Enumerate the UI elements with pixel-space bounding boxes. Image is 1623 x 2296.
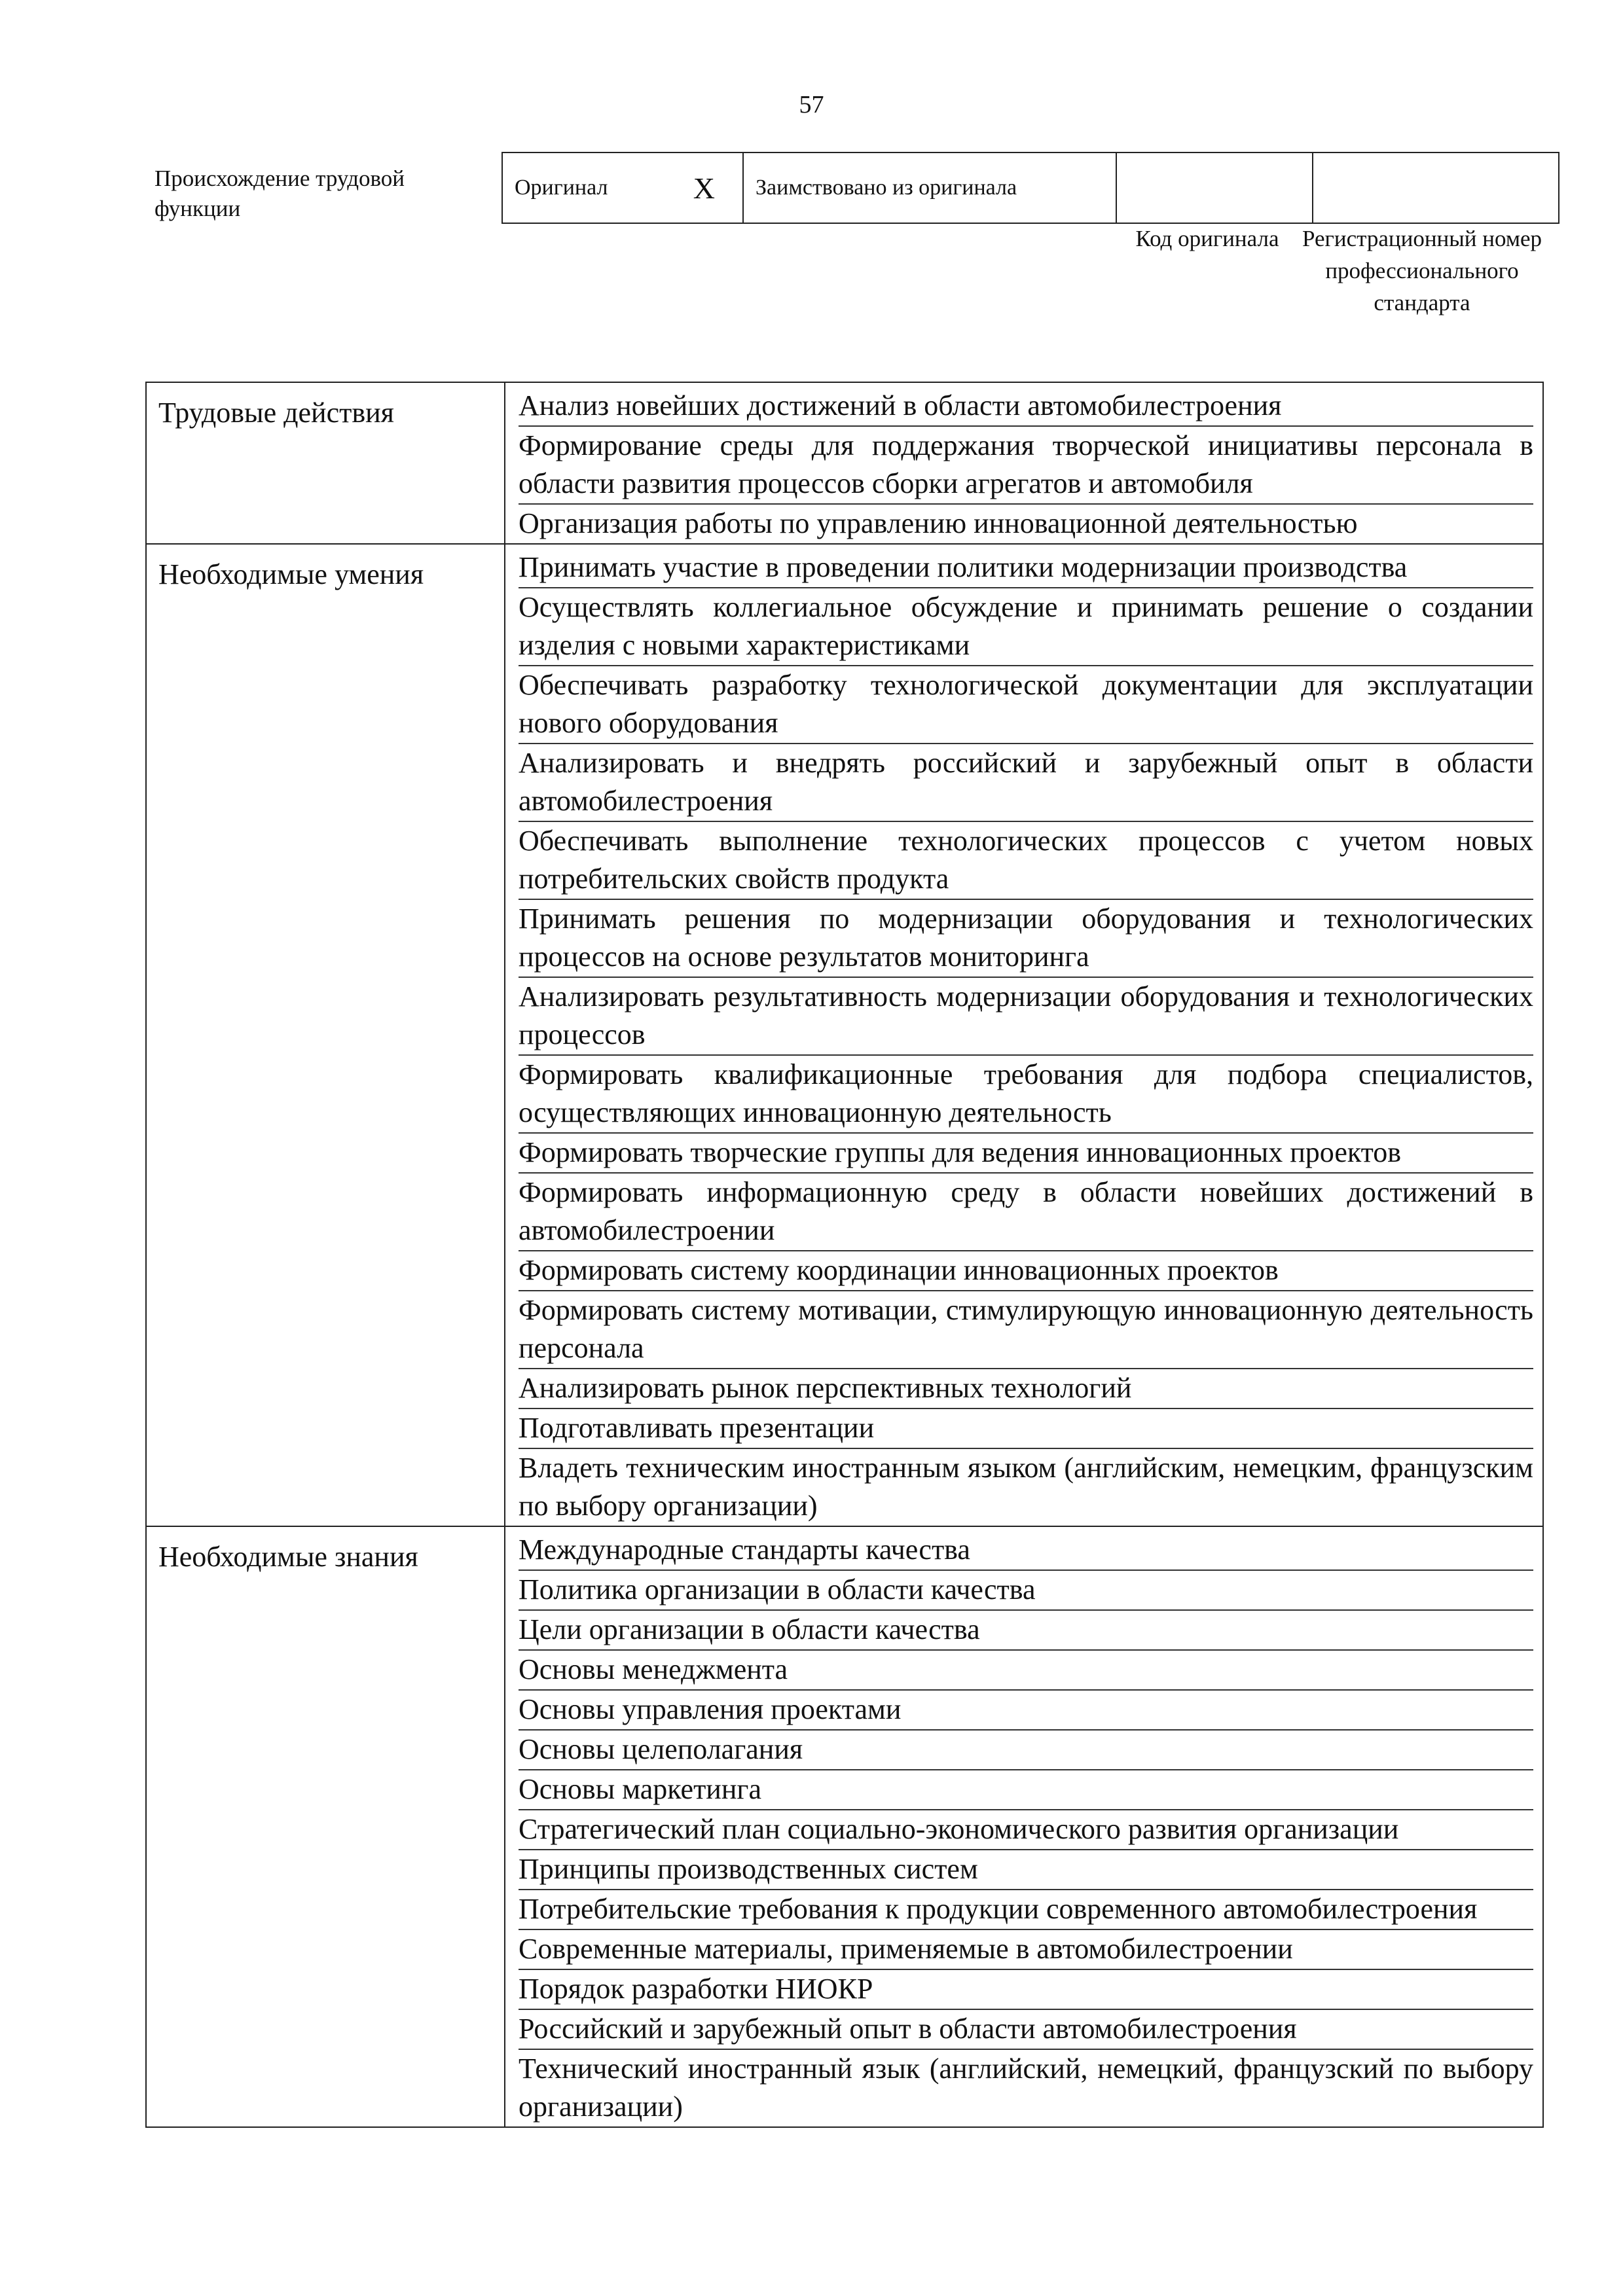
section-item: Принимать участие в проведении политики модернизации производства	[519, 548, 1533, 588]
section-item: Анализ новейших достижений в области автомобилестроения	[519, 387, 1533, 427]
origin-code-cell	[1116, 152, 1313, 223]
section-item: Основы целеполагания	[519, 1731, 1533, 1770]
section-title: Трудовые действия	[146, 382, 505, 544]
section-item: Формировать систему координации инновационных проектов	[519, 1251, 1533, 1291]
section-items	[505, 382, 1543, 544]
origin-original-label: Оригинал	[515, 175, 608, 200]
section-row	[146, 1526, 1543, 2127]
section-item: Потребительские требования к продукции современного автомобилестроения	[519, 1890, 1533, 1930]
section-item: Основы управления проектами	[519, 1691, 1533, 1731]
origin-original-mark: X	[693, 171, 715, 205]
function-table-body	[146, 382, 1543, 2127]
section-item: Цели организации в области качества	[519, 1611, 1533, 1651]
section-item: Международные стандарты качества	[519, 1531, 1533, 1571]
code-caption: Код оригинала	[1135, 226, 1279, 251]
section-item: Принимать решения по модернизации оборудования и технологических процессов на основе результатов мониторинга	[519, 900, 1533, 978]
section-items	[505, 544, 1543, 1526]
section-item: Формирование среды для поддержания творческой инициативы персонала в области развития процессов сборки агрегатов и автомобиля	[519, 427, 1533, 505]
section-item: Современные материалы, применяемые в автомобилестроении	[519, 1930, 1533, 1970]
section-item: Стратегический план социально-экономического развития организации	[519, 1810, 1533, 1850]
section-title: Необходимые умения	[146, 544, 505, 1526]
section-item: Формировать квалификационные требования для подбора специалистов, осуществляющих инновационную деятельность	[519, 1056, 1533, 1134]
section-item: Формировать творческие группы для ведения инновационных проектов	[519, 1134, 1533, 1174]
origin-table	[501, 152, 1559, 224]
section-item: Российский и зарубежный опыт в области автомобилестроения	[519, 2010, 1533, 2050]
section-item: Формировать систему мотивации, стимулирующую инновационную деятельность персонала	[519, 1291, 1533, 1369]
section-item: Основы маркетинга	[519, 1770, 1533, 1810]
section-title: Необходимые знания	[146, 1526, 505, 2127]
section-item: Организация работы по управлению инновационной деятельностью	[519, 507, 1358, 539]
section-item: Подготавливать презентации	[519, 1409, 1533, 1449]
origin-borrowed-cell	[743, 152, 1116, 223]
section-item: Владеть техническим иностранным языком (английским, немецким, французским по выбору организации)	[519, 1452, 1533, 1522]
section-item: Порядок разработки НИОКР	[519, 1970, 1533, 2010]
section-item: Политика организации в области качества	[519, 1571, 1533, 1611]
section-item: Обеспечивать разработку технологической документации для эксплуатации нового оборудования	[519, 666, 1533, 744]
section-item: Анализировать и внедрять российский и зарубежный опыт в области автомобилестроения	[519, 744, 1533, 822]
reg-number-caption: Регистрационный номер профессионального стандарта	[1302, 226, 1542, 315]
function-table	[145, 382, 1544, 2128]
section-item: Основы менеджмента	[519, 1651, 1533, 1691]
section-item: Принципы производственных систем	[519, 1850, 1533, 1890]
section-item: Анализировать результативность модернизации оборудования и технологических процессов	[519, 978, 1533, 1056]
origin-reg-number-cell	[1313, 152, 1559, 223]
section-row	[146, 544, 1543, 1526]
section-item: Обеспечивать выполнение технологических процессов с учетом новых потребительских свойств продукта	[519, 822, 1533, 900]
section-item: Осуществлять коллегиальное обсуждение и принимать решение о создании изделия с новыми характеристиками	[519, 588, 1533, 666]
origin-borrowed-label: Заимствовано из оригинала	[756, 175, 1017, 200]
origin-label: Происхождение трудовой функции	[155, 166, 405, 221]
section-item: Формировать информационную среду в области новейших достижений в автомобилестроении	[519, 1174, 1533, 1251]
section-items	[505, 1526, 1543, 2127]
section-row	[146, 382, 1543, 544]
section-item: Анализировать рынок перспективных технологий	[519, 1369, 1533, 1409]
origin-original-cell	[502, 152, 743, 223]
section-item: Технический иностранный язык (английский, немецкий, французский по выбору организации)	[519, 2053, 1533, 2123]
page-number: 57	[799, 91, 824, 118]
